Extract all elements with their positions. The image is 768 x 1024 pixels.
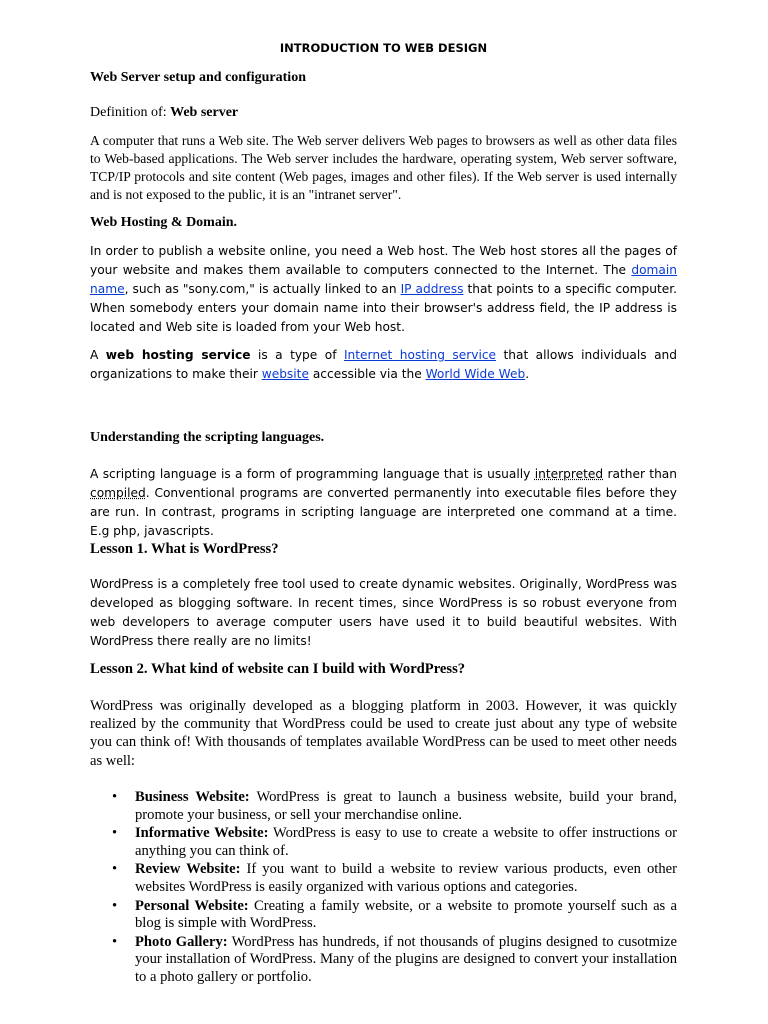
bullet-icon: • — [112, 825, 118, 842]
list-item — [90, 825, 677, 860]
website-link[interactable]: website — [261, 367, 309, 381]
list-item-text: WordPress is easy to use to create a website to offer instructions or anything you can think of. — [135, 825, 677, 859]
world-wide-web-link[interactable]: World Wide Web — [425, 367, 526, 381]
hosting-paragraph-1 — [90, 242, 677, 337]
list-item-text: WordPress has hundreds, if not thousands of plugins designed to cusotmize your installation of WordPress. Many of the plugins are designed to convert your installation to a photo gallery or portfolio. — [135, 933, 677, 985]
list-item-text: WordPress is great to launch a business website, build your brand, promote your business, or sell your merchandise online. — [135, 789, 678, 823]
web-hosting-service-term: web hosting service — [105, 348, 251, 362]
list-item-label: Business Website: — [135, 789, 250, 805]
text-span: . Conventional programs are converted permanently into executable files before they are run. In contrast, programs in scripting language are interpreted one command at a time. E.g php, javascripts. — [90, 486, 677, 538]
web-server-paragraph: A computer that runs a Web site. The Web server delivers Web pages to browsers as well as other data files to Web-based applications. The Web server includes the hardware, operating system, Web server software, TCP/IP protocols and site content (Web pages, images and other files). If the Web server is used internally and is not exposed to the public, it is an "intranet server". — [90, 133, 677, 202]
internet-hosting-service-link[interactable]: Internet hosting service — [343, 348, 497, 362]
list-item-label: Personal Website: — [135, 897, 249, 914]
text-span: rather than — [603, 467, 678, 481]
list-item-text: If you want to build a website to review various products, even other websites WordPress is easily organized with various options and categories. — [135, 861, 677, 895]
section-heading-scripting: Understanding the scripting languages. — [90, 430, 325, 445]
section-heading-hosting: Web Hosting & Domain. — [90, 215, 238, 230]
text-span: that points to a specific computer. When somebody enters your domain name into their browser's address field, the IP address is located and Web site is loaded from your Web host. — [90, 282, 677, 334]
hosting-paragraph-2 — [90, 346, 677, 384]
lesson-1-paragraph: WordPress is a completely free tool used to create dynamic websites. Originally, WordPress was developed as blogging software. In recent times, since WordPress is so robust everyone from web developers to average computer users have used it to build beautiful websites. With WordPress there really are no limits! — [90, 577, 677, 648]
definition-prefix: Definition of: — [90, 105, 171, 120]
list-item-label: Review Website: — [135, 861, 241, 878]
list-item-text: Creating a family website, or a website to promote yourself such as a blog is simple with WordPress. — [135, 897, 678, 932]
definition-line — [90, 105, 677, 121]
lesson-2-heading: Lesson 2. What kind of website can I build with WordPress? — [90, 661, 466, 677]
lesson-2-paragraph: WordPress was originally developed as a blogging platform in 2003. However, it was quickly realized by the community that WordPress could be used to create just about any type of website you can think of! With thousands of templates available WordPress can be used to meet other needs as well: — [90, 698, 677, 769]
text-span: that allows individuals and organizations to make their — [90, 348, 677, 381]
bullet-icon: • — [112, 897, 118, 914]
list-item — [90, 934, 677, 987]
domain-name-link[interactable]: domain name — [90, 263, 677, 296]
list-item — [90, 789, 677, 824]
text-span: . — [525, 367, 530, 381]
section-heading-web-server: Web Server setup and configuration — [90, 70, 306, 85]
website-types-list — [90, 789, 677, 988]
bullet-icon: • — [112, 789, 118, 805]
text-span: In order to publish a website online, you need a Web host. The Web host stores all the pages of your website and makes them available to computers connected to the Internet. The — [90, 244, 677, 277]
text-span: A — [90, 348, 106, 362]
text-span: A scripting language is a form of programming language that is usually — [90, 467, 535, 481]
ip-address-link[interactable]: IP address — [400, 282, 464, 296]
document-title: INTRODUCTION TO WEB DESIGN — [279, 41, 488, 55]
lesson-1-heading: Lesson 1. What is WordPress? — [90, 541, 279, 557]
bullet-icon: • — [112, 861, 118, 878]
text-span: is a type of — [250, 348, 344, 362]
scripting-paragraph — [90, 465, 677, 541]
list-item — [90, 861, 677, 896]
text-span: , such as "sony.com," is actually linked to an — [124, 282, 401, 296]
text-span: accessible via the — [308, 367, 426, 381]
list-item-label: Informative Website: — [135, 825, 269, 842]
definition-term: Web server — [170, 105, 239, 120]
compiled-term: compiled — [90, 486, 146, 500]
list-item-label: Photo Gallery: — [135, 933, 228, 950]
list-item — [90, 898, 677, 933]
interpreted-term: interpreted — [534, 467, 604, 481]
bullet-icon: • — [112, 933, 118, 950]
